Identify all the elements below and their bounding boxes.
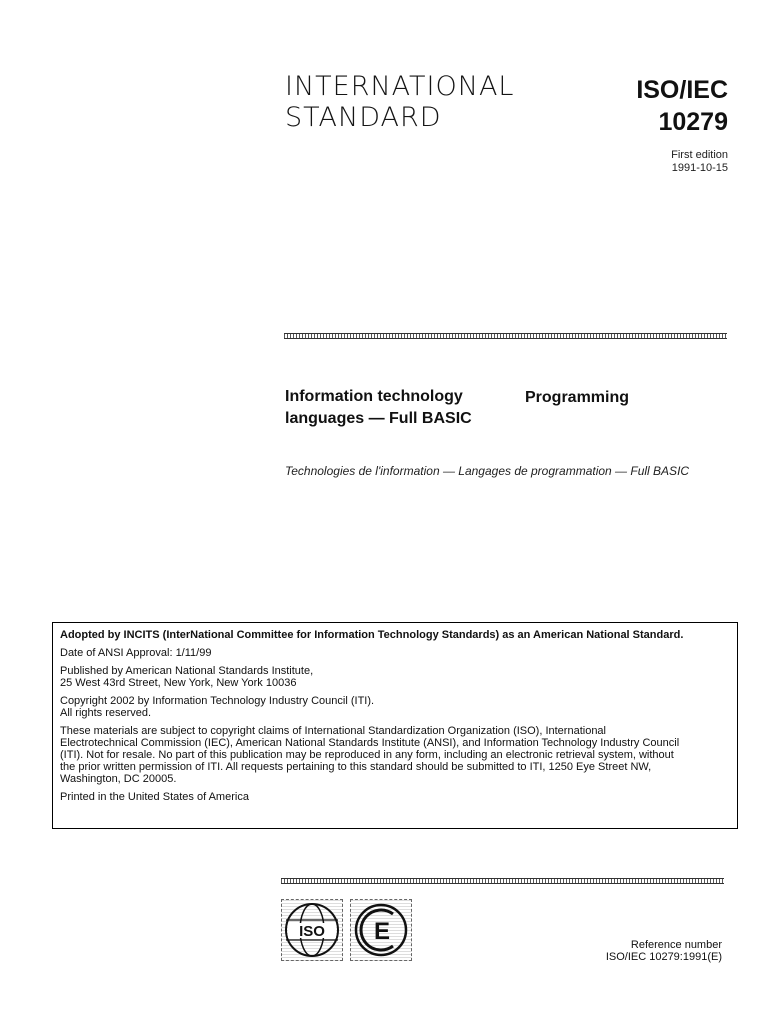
iso-globe-icon [282,900,342,960]
iso-logo [281,899,343,961]
copyright-claims [60,725,730,785]
title-fr: Technologies de l'information — Langages de programmation — Full BASIC [285,464,690,478]
adopted-statement: Adopted by INCITS (InterNational Committee for Information Technology Standards) as an American National Standard. [60,629,684,641]
reference-label: Reference number [630,939,722,951]
title-en-part2: Programming [525,389,630,406]
printed-in: Printed in the United States of America [60,791,249,803]
claims-line: the prior written permission of ITI. All requests pertaining to this standard should be submitted to ITI, 1250 Eye Street NW, [60,761,652,773]
claims-line: These materials are subject to copyright claims of International Standardization Organization (ISO), International [60,725,606,737]
iso-logo-text: ISO [299,923,325,940]
publisher-info [60,665,730,689]
copyright-line: Copyright 2002 by Information Technology Industry Council (ITI). [60,695,375,707]
ansi-notice-box [52,622,738,829]
rights-line: All rights reserved. [60,707,152,719]
publisher-address: 25 West 43rd Street, New York, New York 10036 [60,677,297,689]
top-rule [284,333,727,339]
reference-number: ISO/IEC 10279:1991(E) [605,951,722,963]
iso-code-prefix: ISO/IEC [636,76,728,104]
approval-date: Date of ANSI Approval: 1/11/99 [60,647,212,659]
title-en-part1: Information technology [285,388,463,405]
edition-label: First edition [671,149,728,161]
edition-date: 1991-10-15 [671,162,728,174]
claims-line: Electrotechnical Commission (IEC), American National Standards Institute (ANSI), and Information Technology Industry Council [60,737,680,749]
standard-type-line2: STANDARD [285,102,442,133]
claims-line: (ITI). Not for resale. No part of this publication may be reproduced in any form, including an electronic retrieval system, without [60,749,674,761]
copyright-info [60,695,730,719]
title-en-part3: languages — Full BASIC [285,410,472,427]
iec-logo-text: E [373,918,391,945]
standard-type-line1: INTERNATIONAL [285,71,515,102]
claims-line: Washington, DC 20005. [60,773,177,785]
iec-logo [350,899,412,961]
publisher-line: Published by American National Standards Institute, [60,665,314,677]
bottom-rule [281,878,724,884]
iec-emblem-icon [351,900,411,960]
iso-code-number: 10279 [658,108,728,136]
